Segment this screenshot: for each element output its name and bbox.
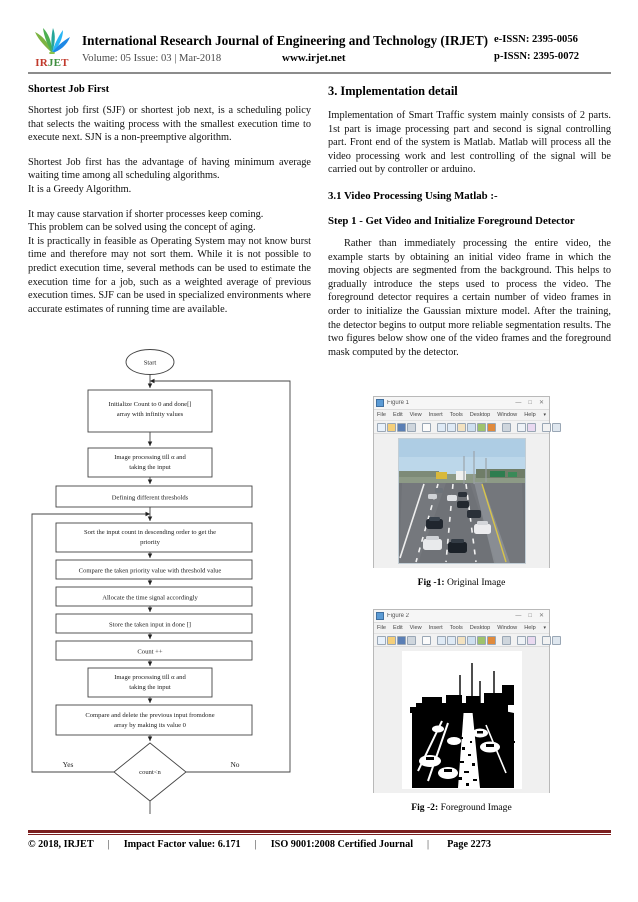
menu-tools[interactable]: Tools	[449, 625, 463, 631]
hide-plot-tools-icon[interactable]	[542, 423, 551, 432]
flow-label-1a: Initialize Count to 0 and done[]	[108, 401, 192, 408]
irjet-logo	[28, 27, 76, 69]
menu-edit[interactable]: Edit	[393, 625, 403, 631]
footer-divider-thick	[28, 830, 611, 833]
footer-copyright: © 2018, IRJET	[28, 839, 94, 850]
journal-title: International Research Journal of Engineering and Technology (IRJET)	[82, 32, 489, 48]
right-paragraph-1: Implementation of Smart Traffic system mainly consists of 2 parts. 1st part is image processing part and second is signal controlling part. Front end of the system is Matlab. Matlab will process all the video processing work and lest controlling of the signal will be carried out by controller or arduino.	[328, 110, 611, 176]
legend-icon[interactable]	[527, 423, 536, 432]
logo-fan-icon	[32, 27, 72, 54]
figure2-caption	[373, 802, 550, 813]
flow-label-4b: priority	[140, 539, 160, 546]
pan-icon[interactable]	[457, 636, 466, 645]
figure1-canvas	[374, 434, 549, 568]
flow-label-yes: Yes	[62, 760, 74, 769]
flowchart-svg	[28, 340, 318, 815]
flow-label-9a: Image processing till α and	[114, 674, 186, 681]
show-plot-tools-icon[interactable]	[552, 423, 561, 432]
figure1-caption-text: Original Image	[446, 577, 506, 588]
colorbar-icon[interactable]	[517, 636, 526, 645]
minimize-button[interactable]: —	[515, 400, 522, 406]
footer-iso-certification: ISO 9001:2008 Certified Journal	[270, 839, 414, 850]
edit-plot-arrow-icon[interactable]	[422, 636, 431, 645]
flow-label-9b: taking the input	[129, 684, 171, 691]
save-figure-icon[interactable]	[397, 636, 406, 645]
flow-label-7: Store the taken input in done []	[108, 621, 192, 629]
figure1-window-title: Figure 1	[387, 400, 410, 406]
footer-impact-factor: Impact Factor value: 6.171	[123, 839, 241, 850]
right-column	[328, 84, 611, 370]
figure1-caption	[373, 577, 550, 588]
legend-icon[interactable]	[527, 636, 536, 645]
figure2-caption-text: Foreground Image	[440, 802, 512, 813]
menu-view[interactable]: View	[409, 412, 422, 418]
foreground-mask-image	[402, 651, 522, 789]
header-divider	[28, 72, 611, 74]
footer-divider-thin	[28, 834, 611, 835]
left-paragraph-2b: It is a Greedy Algorithm.	[28, 183, 132, 195]
colorbar-icon[interactable]	[517, 423, 526, 432]
left-column	[28, 84, 311, 327]
menu-help[interactable]: Help	[524, 412, 536, 418]
figure1-menubar[interactable]	[374, 410, 549, 421]
flow-node-4	[56, 523, 252, 552]
original-traffic-image	[398, 438, 526, 564]
sjf-flowchart	[28, 340, 318, 815]
flow-label-8: Count ++	[137, 648, 163, 656]
flow-label-4a: Sort the input count in descending order to get the	[83, 529, 217, 536]
zoom-in-icon[interactable]	[437, 636, 446, 645]
flow-label-2b: taking the input	[129, 464, 171, 471]
menu-overflow-chevron-icon[interactable]: ▾	[543, 412, 546, 418]
left-heading: Shortest Job First	[28, 84, 110, 95]
data-cursor-icon[interactable]	[477, 423, 486, 432]
open-file-icon[interactable]	[387, 636, 396, 645]
print-figure-icon[interactable]	[407, 423, 416, 432]
new-figure-icon[interactable]	[377, 636, 386, 645]
flow-node-2	[88, 448, 212, 477]
volume-issue: Volume: 05 Issue: 03 | Mar-2018	[82, 52, 222, 64]
close-button[interactable]: ✕	[538, 400, 544, 406]
e-issn: e-ISSN: 2395-0056	[494, 34, 578, 45]
figure1-titlebar[interactable]	[374, 397, 549, 410]
maximize-button[interactable]: □	[528, 400, 532, 406]
issn-block	[488, 31, 612, 65]
data-linking-icon[interactable]	[502, 423, 511, 432]
flow-label-10a: Compare and delete the previous input fromdone	[85, 712, 215, 719]
journal-header	[28, 26, 611, 70]
footer-separator-3: |	[427, 839, 430, 850]
menu-window[interactable]: Window	[497, 412, 518, 418]
matlab-figure-icon	[376, 612, 384, 620]
flow-label-no: No	[230, 760, 240, 769]
menu-view[interactable]: View	[409, 625, 422, 631]
open-file-icon[interactable]	[387, 423, 396, 432]
figure2-titlebar[interactable]	[374, 610, 549, 623]
flow-label-5: Compare the taken priority value with threshold value	[78, 567, 222, 575]
flow-label-decision: count<n	[139, 769, 161, 776]
step1-heading: Step 1 - Get Video and Initialize Foreground Detector	[328, 214, 575, 227]
logo-wordmark: IRJET	[35, 57, 69, 69]
flow-label-2a: Image processing till α and	[114, 454, 186, 461]
brush-icon[interactable]	[487, 636, 496, 645]
menu-file[interactable]: File	[377, 625, 387, 631]
zoom-in-icon[interactable]	[437, 423, 446, 432]
figure1-toolbar[interactable]	[374, 421, 549, 434]
flow-label-3: Defining different thresholds	[111, 494, 189, 502]
subsection-heading-31: 3.1 Video Processing Using Matlab :-	[328, 189, 498, 202]
flow-label-10b: array by making its value 0	[114, 722, 186, 729]
maximize-button[interactable]: □	[528, 613, 532, 619]
menu-help[interactable]: Help	[524, 625, 536, 631]
hide-plot-tools-icon[interactable]	[542, 636, 551, 645]
menu-desktop[interactable]: Desktop	[469, 625, 491, 631]
data-linking-icon[interactable]	[502, 636, 511, 645]
footer-page-number: Page 2273	[447, 839, 491, 850]
zoom-out-icon[interactable]	[447, 636, 456, 645]
menu-file[interactable]: File	[377, 412, 387, 418]
close-button[interactable]: ✕	[538, 613, 544, 619]
page-footer	[28, 839, 611, 850]
left-paragraph-3: It may cause starvation if shorter processes keep coming.	[28, 208, 264, 220]
footer-separator-2: |	[254, 839, 257, 850]
footer-separator-1: |	[107, 839, 110, 850]
p-issn: p-ISSN: 2395-0072	[494, 51, 580, 62]
save-figure-icon[interactable]	[397, 423, 406, 432]
edit-plot-arrow-icon[interactable]	[422, 423, 431, 432]
menu-desktop[interactable]: Desktop	[469, 412, 491, 418]
flow-label-6: Allocate the time signal accordingly	[102, 594, 198, 602]
figure2-toolbar[interactable]	[374, 634, 549, 647]
flow-label-1b: array with infinity values	[116, 411, 184, 418]
zoom-out-icon[interactable]	[447, 423, 456, 432]
new-figure-icon[interactable]	[377, 423, 386, 432]
matlab-figure-window-1[interactable]	[373, 396, 550, 568]
figure2-caption-label: Fig -2:	[411, 802, 439, 813]
left-paragraph-3b: This problem can be solved using the concept of aging.	[28, 222, 256, 234]
journal-website[interactable]: www.irjet.net	[282, 51, 346, 64]
right-paragraph-2: Rather than immediately processing the entire video, the example starts by obtaining an initial video frame in which the moving objects are segmented from the background. This helps to gradually introduce the steps used to process the video. The foreground detector requires a certain number of video frames in order to initialize the Gaussian mixture model. After the training, the detector begins to output more reliable segmentation results. The two figures below show one of the video frames and the foreground mask computed by the detector.	[328, 237, 611, 358]
rotate-3d-icon[interactable]	[467, 636, 476, 645]
figure2-window-title: Figure 2	[387, 613, 410, 619]
print-figure-icon[interactable]	[407, 636, 416, 645]
rotate-3d-icon[interactable]	[467, 423, 476, 432]
figure1-caption-label: Fig -1:	[417, 577, 445, 588]
menu-insert[interactable]: Insert	[428, 412, 443, 418]
flow-label-start: Start	[143, 359, 157, 367]
header-text-block	[82, 33, 488, 64]
brush-icon[interactable]	[487, 423, 496, 432]
menu-window[interactable]: Window	[497, 625, 518, 631]
section-heading: 3. Implementation detail	[328, 84, 458, 98]
figure2-canvas	[374, 647, 549, 793]
menu-edit[interactable]: Edit	[393, 412, 403, 418]
show-plot-tools-icon[interactable]	[552, 636, 561, 645]
matlab-figure-icon	[376, 399, 384, 407]
matlab-figure-window-2[interactable]	[373, 609, 550, 793]
data-cursor-icon[interactable]	[477, 636, 486, 645]
left-paragraph-1: Shortest job first (SJF) or shortest job next, is a scheduling policy that selects the waiting process with the smallest execution time to execute next. SJN is a non-preemptive algorithm.	[28, 105, 311, 144]
menu-tools[interactable]: Tools	[449, 412, 463, 418]
left-paragraph-3c: It is practically in feasible as Operating System may not know burst time and therefore may not sort them. While it is not possible to predict execution time, several methods can be used to estimate the execution time for a job, such as a weighted average of previous execution times. SJF can be used in specialized environments where accurate estimates of running time are available.	[28, 235, 311, 315]
menu-overflow-chevron-icon[interactable]: ▾	[543, 625, 546, 631]
menu-insert[interactable]: Insert	[428, 625, 443, 631]
flow-node-10	[56, 705, 252, 735]
left-paragraph-2: Shortest Job first has the advantage of having minimum average waiting time among all scheduling algorithms.	[28, 156, 311, 182]
figure2-menubar[interactable]	[374, 623, 549, 634]
flow-node-9	[88, 668, 212, 697]
minimize-button[interactable]: —	[515, 613, 522, 619]
pan-icon[interactable]	[457, 423, 466, 432]
